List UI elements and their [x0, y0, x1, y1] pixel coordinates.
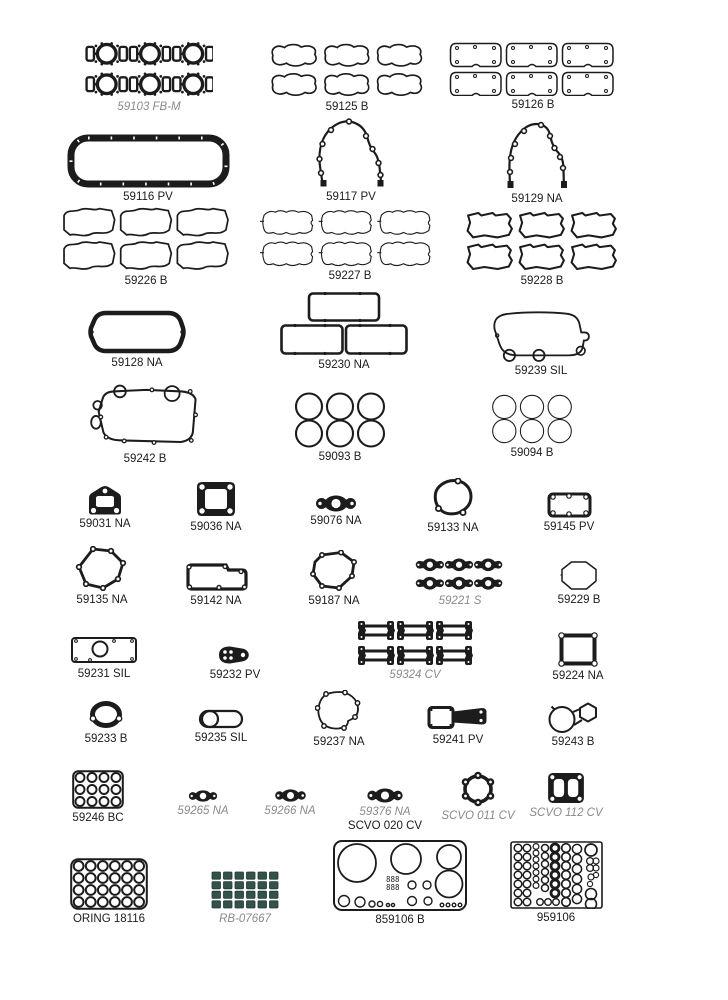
part-label: 59237 NA	[313, 736, 365, 748]
part-59126	[443, 42, 623, 112]
part-59129	[447, 120, 627, 206]
vcov6-gasket-drawing	[448, 42, 618, 96]
part-label: 59125 B	[325, 101, 369, 113]
part-59094	[442, 394, 622, 460]
part-59224	[488, 632, 668, 683]
part-59239	[451, 310, 631, 378]
part-label: 59135 NA	[76, 594, 128, 606]
part-label: 59265 NA	[177, 805, 229, 817]
part-label: 59376 NA	[359, 806, 411, 818]
part-label: 59116 PV	[123, 191, 173, 203]
svg-text:888: 888	[386, 883, 400, 892]
part-label: 59103 FB-M	[117, 101, 181, 113]
part-label: 59031 NA	[79, 518, 131, 530]
cov239-gasket-drawing	[489, 310, 593, 362]
plate232-gasket-drawing	[215, 644, 255, 666]
vc6a-gasket-drawing	[62, 206, 230, 272]
part-59228	[452, 210, 632, 288]
part-59324	[325, 620, 505, 682]
part-59242	[55, 384, 235, 466]
dome117-gasket-drawing	[310, 118, 392, 188]
dumbbell6-gasket-drawing	[357, 620, 473, 666]
part-59103	[59, 40, 239, 114]
part-label: 59230 NA	[318, 359, 370, 371]
circleHex-gasket-drawing	[547, 701, 599, 733]
part-label: 59036 NA	[190, 521, 242, 533]
rectNotch-gasket-drawing	[183, 562, 249, 592]
svg-text:888: 888	[386, 875, 400, 884]
part-label: 59076 NA	[310, 515, 362, 527]
sqFlange-gasket-drawing	[195, 480, 237, 518]
sealSmall-gasket-drawing	[510, 841, 603, 909]
part-SCVO112	[476, 772, 656, 820]
part-859106	[310, 840, 490, 927]
part-label: 59224 NA	[552, 670, 604, 682]
flange31-gasket-drawing	[86, 485, 124, 515]
part-label: 59145 PV	[543, 521, 595, 533]
square224-gasket-drawing	[557, 632, 599, 667]
part-59125	[257, 42, 437, 114]
vc6c-gasket-drawing	[465, 210, 620, 272]
part-label: RB-07667	[219, 913, 271, 925]
part-label: 59133 NA	[427, 522, 479, 534]
part-59093	[250, 392, 430, 464]
part-label: 59221 S	[438, 595, 482, 607]
oring24-gasket-drawing	[70, 858, 148, 910]
part-59117	[261, 118, 441, 204]
part-label: 59266 NA	[264, 805, 316, 817]
part-label: 59129 NA	[511, 193, 563, 205]
rects3-gasket-drawing	[280, 292, 408, 356]
ovalFrame-gasket-drawing	[67, 134, 230, 188]
poly135-gasket-drawing	[75, 546, 129, 591]
rings6-gasket-drawing	[293, 392, 387, 448]
rbGrid-gasket-drawing	[210, 870, 281, 910]
plate231-gasket-drawing	[70, 635, 138, 665]
part-59232	[145, 644, 325, 682]
part-label: 59233 B	[84, 733, 128, 745]
part-label: SCVO 112 CV	[529, 807, 603, 819]
part-59229	[489, 560, 669, 607]
part-label: 59142 NA	[190, 595, 242, 607]
ovalFlange-gasket-drawing	[315, 495, 357, 512]
octPlain-gasket-drawing	[560, 560, 598, 591]
dome129-gasket-drawing	[497, 120, 577, 190]
panIrr-gasket-drawing	[88, 384, 203, 450]
sealBig-gasket-drawing	[333, 840, 467, 911]
part-label: 59128 NA	[111, 357, 163, 369]
oval233-gasket-drawing	[88, 700, 124, 730]
part-label: ORING 18116	[72, 913, 145, 925]
part-label: 59094 B	[510, 447, 554, 459]
part-59116	[58, 134, 238, 204]
rings6-gasket-drawing	[490, 394, 574, 444]
pump237-gasket-drawing	[315, 690, 363, 733]
poly187-gasket-drawing	[308, 550, 360, 592]
part-label: 59235 SIL	[194, 732, 248, 744]
capsule235-gasket-drawing	[198, 709, 244, 729]
part-label: 59243 B	[551, 736, 595, 748]
part-59230	[254, 292, 434, 372]
part-label: SCVO 011 CV	[441, 810, 515, 822]
part-label: 59227 B	[328, 270, 372, 282]
part-59227	[260, 208, 440, 283]
roundLug-gasket-drawing	[432, 478, 475, 519]
part-label: 59229 B	[557, 594, 601, 606]
rectFlange-gasket-drawing	[547, 492, 592, 518]
part-label: 59232 PV	[209, 669, 261, 681]
vc6b-gasket-drawing	[260, 208, 440, 267]
head6-gasket-drawing	[85, 40, 213, 98]
part-sublabel: SCVO 020 CV	[347, 819, 423, 832]
part-label: 59226 B	[124, 275, 168, 287]
part-59145	[479, 492, 659, 534]
part-label: 59324 CV	[389, 669, 441, 681]
part-label: 59126 B	[511, 99, 555, 111]
part-label: 59228 B	[520, 275, 564, 287]
part-label: 959106	[536, 912, 576, 924]
panOct-gasket-drawing	[88, 310, 186, 354]
part-59243	[483, 701, 663, 749]
part-label: 59117 PV	[326, 191, 376, 203]
part-59226	[56, 206, 236, 288]
part-59128	[47, 310, 227, 370]
armPlate-gasket-drawing	[427, 704, 489, 731]
part-label: 59246 BC	[72, 812, 124, 824]
part-label: 59239 SIL	[514, 365, 568, 377]
part-label: 59241 PV	[432, 734, 484, 746]
part-label: 59231 SIL	[77, 668, 131, 680]
blob6-gasket-drawing	[268, 42, 426, 98]
part-label: 59242 B	[123, 453, 167, 465]
scvoTurbo-gasket-drawing	[547, 772, 585, 804]
part-label: 59187 NA	[308, 595, 360, 607]
part-959106	[466, 841, 646, 925]
part-label: 859106 B	[375, 914, 425, 926]
part-label: 59093 B	[318, 451, 362, 463]
part-RB07667	[155, 870, 335, 926]
